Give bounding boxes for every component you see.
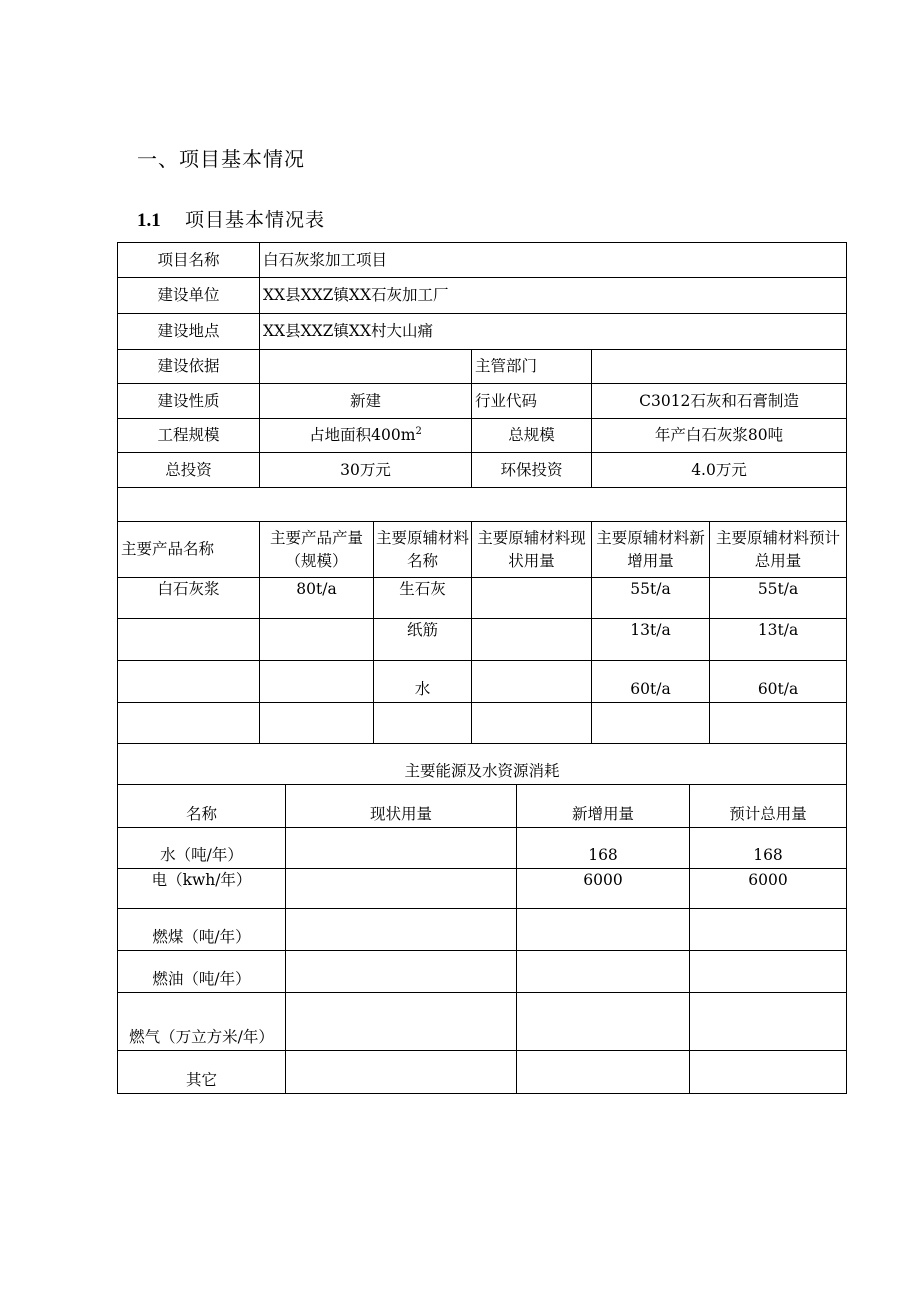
- material-row-4-material: [374, 703, 472, 744]
- subsection-title: [137, 205, 325, 232]
- basis-label: 建设依据: [118, 350, 260, 384]
- energy-header-total: 预计总用量: [690, 784, 847, 827]
- energy-row-oil-name: 燃油（吨/年）: [118, 950, 286, 992]
- investment-label: 总投资: [118, 453, 260, 488]
- location-value: XX县XXZ镇XX村大山痛: [260, 314, 847, 350]
- energy-row-coal-new: [517, 908, 690, 950]
- energy-header-new: 新增用量: [517, 784, 690, 827]
- env-investment-value: 4.0万元: [592, 453, 847, 488]
- energy-header-name: 名称: [118, 784, 286, 827]
- header-product-output: 主要产品产量（规模）: [260, 522, 374, 578]
- builder-label: 建设单位: [118, 278, 260, 314]
- material-row-4-product: [118, 703, 260, 744]
- material-row-2-total: 13t/a: [710, 619, 847, 661]
- material-row-2-product: [118, 619, 260, 661]
- energy-row-coal-total: [690, 908, 847, 950]
- authority-label: 主管部门: [472, 350, 592, 384]
- project-name-label: 项目名称: [118, 243, 260, 278]
- material-row-1-current: [472, 578, 592, 619]
- energy-row-gas-name: 燃气（万立方米/年）: [118, 992, 286, 1050]
- material-row-3-output: [260, 661, 374, 703]
- energy-row-coal-name: 燃煤（吨/年）: [118, 908, 286, 950]
- energy-header-current: 现状用量: [286, 784, 517, 827]
- energy-row-water-new: 168: [517, 827, 690, 868]
- header-material-name: 主要原辅材料名称: [374, 522, 472, 578]
- header-new-usage: 主要原辅材料新增用量: [592, 522, 710, 578]
- scale-value-text: 占地面积400m: [309, 426, 416, 444]
- energy-row-electricity-current: [286, 868, 517, 908]
- nature-label: 建设性质: [118, 384, 260, 419]
- total-scale-value: 年产白石灰浆80吨: [592, 419, 847, 453]
- energy-row-water-name: 水（吨/年）: [118, 827, 286, 868]
- location-label: 建设地点: [118, 314, 260, 350]
- energy-row-water-current: [286, 827, 517, 868]
- material-row-1-material: 生石灰: [374, 578, 472, 619]
- material-row-3-material: 水: [374, 661, 472, 703]
- energy-row-electricity-new: 6000: [517, 868, 690, 908]
- energy-row-other-new: [517, 1050, 690, 1093]
- header-product-name: 主要产品名称: [118, 522, 260, 578]
- energy-row-other-total: [690, 1050, 847, 1093]
- energy-row-coal-current: [286, 908, 517, 950]
- material-row-2-material: 纸筋: [374, 619, 472, 661]
- material-row-3-product: [118, 661, 260, 703]
- investment-value: 30万元: [260, 453, 472, 488]
- authority-value: [592, 350, 847, 384]
- scale-unit-superscript: 2: [415, 426, 422, 437]
- scale-value: [260, 419, 472, 453]
- env-investment-label: 环保投资: [472, 453, 592, 488]
- energy-row-oil-current: [286, 950, 517, 992]
- project-basic-table: [117, 242, 847, 744]
- subsection-text: 项目基本情况表: [185, 209, 326, 231]
- material-row-3-new: 60t/a: [592, 661, 710, 703]
- material-row-2-new: 13t/a: [592, 619, 710, 661]
- section-title: 一、项目基本情况: [137, 147, 305, 171]
- material-row-2-output: [260, 619, 374, 661]
- material-row-4-new: [592, 703, 710, 744]
- energy-consumption-table: [117, 742, 847, 1094]
- subsection-number: 1.1: [137, 210, 161, 231]
- scale-label: 工程规模: [118, 419, 260, 453]
- project-name-value: 白石灰浆加工项目: [260, 243, 847, 278]
- industry-code-value: C3012石灰和石膏制造: [592, 384, 847, 419]
- industry-code-label: 行业代码: [472, 384, 592, 419]
- nature-value: 新建: [260, 384, 472, 419]
- energy-row-electricity-name: 电（kwh/年）: [118, 868, 286, 908]
- material-row-1-new: 55t/a: [592, 578, 710, 619]
- energy-row-other-name: 其它: [118, 1050, 286, 1093]
- material-row-2-current: [472, 619, 592, 661]
- energy-row-oil-new: [517, 950, 690, 992]
- material-row-1-output: 80t/a: [260, 578, 374, 619]
- builder-value: XX县XXZ镇XX石灰加工厂: [260, 278, 847, 314]
- energy-row-other-current: [286, 1050, 517, 1093]
- blank-separator-row: [118, 488, 847, 522]
- material-row-3-current: [472, 661, 592, 703]
- energy-row-gas-new: [517, 992, 690, 1050]
- energy-row-water-total: 168: [690, 827, 847, 868]
- energy-row-gas-total: [690, 992, 847, 1050]
- energy-row-gas-current: [286, 992, 517, 1050]
- energy-row-oil-total: [690, 950, 847, 992]
- material-row-4-current: [472, 703, 592, 744]
- total-scale-label: 总规模: [472, 419, 592, 453]
- energy-row-electricity-total: 6000: [690, 868, 847, 908]
- header-current-usage: 主要原辅材料现状用量: [472, 522, 592, 578]
- energy-section-title: 主要能源及水资源消耗: [118, 742, 847, 784]
- material-row-3-total: 60t/a: [710, 661, 847, 703]
- material-row-1-product: 白石灰浆: [118, 578, 260, 619]
- header-total-usage: 主要原辅材料预计总用量: [710, 522, 847, 578]
- material-row-4-total: [710, 703, 847, 744]
- material-row-4-output: [260, 703, 374, 744]
- basis-value: [260, 350, 472, 384]
- material-row-1-total: 55t/a: [710, 578, 847, 619]
